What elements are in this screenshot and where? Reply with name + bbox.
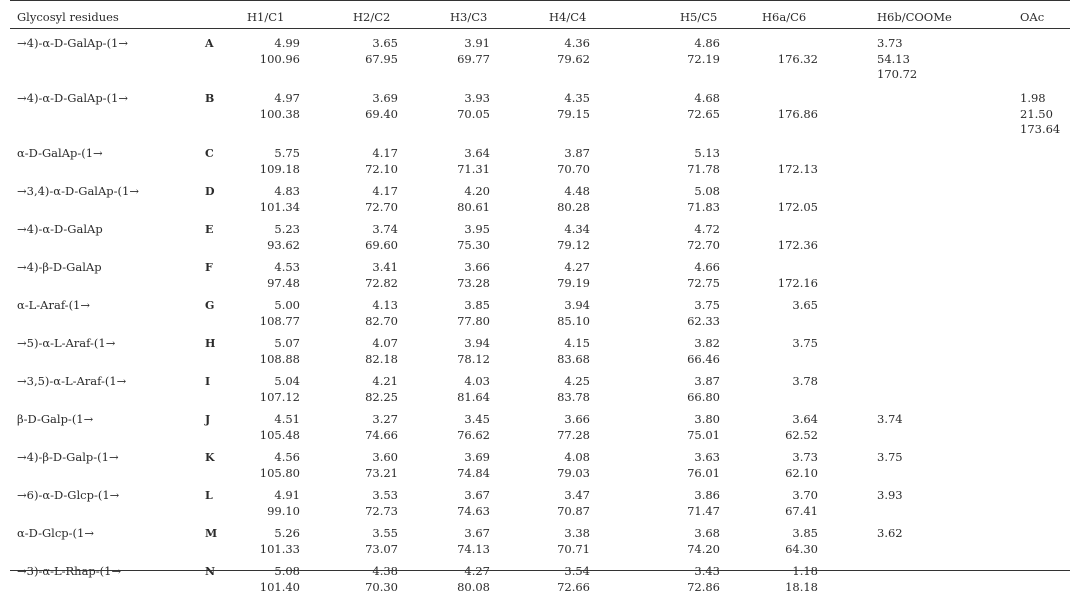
cell-h5-carbon: 76.01 <box>687 466 720 480</box>
residue-name: →4)-β-D-GalAp <box>17 260 102 274</box>
cell-h1-proton: 5.04 <box>274 374 300 388</box>
cell-h5-proton: 3.86 <box>694 488 720 502</box>
cell-h2-carbon: 73.21 <box>365 466 398 480</box>
cell-h3-carbon: 71.31 <box>457 162 490 176</box>
cell-h5-proton: 5.08 <box>694 184 720 198</box>
cell-h3-carbon: 76.62 <box>457 428 490 442</box>
header-oac: OAc <box>1020 10 1045 24</box>
residue-name: →4)-α-D-GalAp-(1→ <box>17 36 129 50</box>
cell-h4-proton: 4.25 <box>564 374 590 388</box>
table-row <box>0 260 1080 298</box>
cell-h2-carbon: 82.18 <box>365 352 398 366</box>
cell-h5-proton: 3.75 <box>694 298 720 312</box>
cell-h3-carbon: 74.63 <box>457 504 490 518</box>
cell-h1-proton: 5.00 <box>274 298 300 312</box>
cell-h4-carbon: 80.28 <box>557 200 590 214</box>
cell-h5-proton: 3.68 <box>694 526 720 540</box>
cell-h4-proton: 4.34 <box>564 222 590 236</box>
table-row <box>0 298 1080 336</box>
cell-h3-carbon: 77.80 <box>457 314 490 328</box>
cell-h5-carbon: 71.83 <box>687 200 720 214</box>
cell-h3-proton: 4.20 <box>464 184 490 198</box>
cell-h4-carbon: 79.12 <box>557 238 590 252</box>
cell-h3-carbon: 74.84 <box>457 466 490 480</box>
cell-h4-carbon: 79.62 <box>557 52 590 66</box>
cell-h3-proton: 3.67 <box>464 526 490 540</box>
residue-label: G <box>205 299 215 312</box>
cell-h1-proton: 5.26 <box>274 526 300 540</box>
cell-h5-proton: 3.87 <box>694 374 720 388</box>
cell-h5-proton: 5.13 <box>694 146 720 160</box>
residue-label: H <box>205 337 216 350</box>
cell-h1-proton: 4.51 <box>274 412 300 426</box>
cell-h5-carbon: 71.47 <box>687 504 720 518</box>
header-h6a: H6a/C6 <box>762 10 807 24</box>
cell-h2-proton: 3.27 <box>372 412 398 426</box>
cell-h3-carbon: 80.08 <box>457 580 490 594</box>
cell-h6a-carbon: 172.13 <box>777 162 818 176</box>
cell-h6a-proton: 3.85 <box>792 526 818 540</box>
cell-h3-carbon: 78.12 <box>457 352 490 366</box>
cell-h1-proton: 4.56 <box>274 450 300 464</box>
header-h2: H2/C2 <box>353 10 391 24</box>
cell-h6a-carbon: 172.16 <box>777 276 818 290</box>
cell-h4-carbon: 79.15 <box>557 107 590 121</box>
cell-h5-proton: 4.66 <box>694 260 720 274</box>
residue-label: M <box>205 527 218 540</box>
table-row <box>0 450 1080 488</box>
cell-h6b-0: 3.73 <box>877 36 903 50</box>
table-header <box>0 0 1080 28</box>
cell-h2-carbon: 69.60 <box>365 238 398 252</box>
cell-h6a-carbon: 176.86 <box>777 107 818 121</box>
residue-label: L <box>205 489 213 502</box>
cell-h6a-proton: 3.78 <box>792 374 818 388</box>
cell-h5-proton: 4.68 <box>694 91 720 105</box>
cell-h3-proton: 3.67 <box>464 488 490 502</box>
cell-h4-carbon: 83.78 <box>557 390 590 404</box>
cell-h3-proton: 3.91 <box>464 36 490 50</box>
cell-h2-proton: 4.38 <box>372 564 398 578</box>
cell-h4-proton: 3.66 <box>564 412 590 426</box>
cell-h6a-carbon: 64.30 <box>785 542 818 556</box>
cell-h4-proton: 3.54 <box>564 564 590 578</box>
cell-h2-carbon: 73.07 <box>365 542 398 556</box>
cell-h2-proton: 4.17 <box>372 184 398 198</box>
cell-h2-proton: 4.13 <box>372 298 398 312</box>
residue-label: N <box>205 565 216 578</box>
cell-oac-2: 173.64 <box>1020 122 1061 136</box>
cell-oac-0: 1.98 <box>1020 91 1046 105</box>
cell-h2-carbon: 67.95 <box>365 52 398 66</box>
cell-h5-carbon: 74.20 <box>687 542 720 556</box>
cell-h3-carbon: 81.64 <box>457 390 490 404</box>
residue-name: →4)-β-D-Galp-(1→ <box>17 450 119 464</box>
cell-h1-carbon: 108.88 <box>259 352 300 366</box>
residue-name: α-L-Araf-(1→ <box>17 298 91 312</box>
residue-label: E <box>205 223 214 236</box>
cell-h5-carbon: 72.65 <box>687 107 720 121</box>
cell-h3-carbon: 80.61 <box>457 200 490 214</box>
residue-name: →5)-α-L-Araf-(1→ <box>17 336 116 350</box>
cell-h4-carbon: 79.19 <box>557 276 590 290</box>
cell-h1-carbon: 109.18 <box>259 162 300 176</box>
cell-h1-carbon: 99.10 <box>267 504 300 518</box>
residue-name: β-D-Galp-(1→ <box>17 412 94 426</box>
cell-h4-proton: 3.38 <box>564 526 590 540</box>
cell-h6a-carbon: 172.05 <box>777 200 818 214</box>
cell-h2-proton: 3.41 <box>372 260 398 274</box>
residue-name: →3)-α-L-Rhap-(1→ <box>17 564 122 578</box>
residue-label: D <box>205 185 215 198</box>
cell-h1-carbon: 101.33 <box>259 542 300 556</box>
table-bottom-rule <box>10 570 1070 571</box>
table-row <box>0 91 1080 146</box>
cell-h4-carbon: 77.28 <box>557 428 590 442</box>
table-row <box>0 412 1080 450</box>
cell-h1-carbon: 108.77 <box>259 314 300 328</box>
cell-h1-proton: 5.23 <box>274 222 300 236</box>
cell-h6a-carbon: 176.32 <box>777 52 818 66</box>
cell-h3-carbon: 75.30 <box>457 238 490 252</box>
cell-h5-carbon: 72.86 <box>687 580 720 594</box>
cell-h2-proton: 3.53 <box>372 488 398 502</box>
header-residue: Glycosyl residues <box>17 10 119 24</box>
table-row <box>0 222 1080 260</box>
cell-h2-proton: 3.55 <box>372 526 398 540</box>
header-h6b: H6b/COOMe <box>877 10 952 24</box>
residue-name: α-D-GalAp-(1→ <box>17 146 103 160</box>
header-h1: H1/C1 <box>247 10 285 24</box>
cell-h4-proton: 4.48 <box>564 184 590 198</box>
table-row <box>0 36 1080 91</box>
cell-h2-carbon: 82.70 <box>365 314 398 328</box>
cell-h5-proton: 4.86 <box>694 36 720 50</box>
residue-label: I <box>205 375 211 388</box>
cell-h2-carbon: 69.40 <box>365 107 398 121</box>
cell-h2-proton: 3.69 <box>372 91 398 105</box>
cell-h6a-carbon: 172.36 <box>777 238 818 252</box>
cell-h6a-proton: 3.65 <box>792 298 818 312</box>
residue-name: →3,4)-α-D-GalAp-(1→ <box>17 184 139 198</box>
cell-h5-carbon: 72.75 <box>687 276 720 290</box>
cell-h4-proton: 4.36 <box>564 36 590 50</box>
cell-h3-proton: 3.93 <box>464 91 490 105</box>
cell-h4-proton: 3.87 <box>564 146 590 160</box>
residue-name: →4)-α-D-GalAp <box>17 222 103 236</box>
cell-h4-carbon: 83.68 <box>557 352 590 366</box>
cell-h3-proton: 3.69 <box>464 450 490 464</box>
cell-h1-carbon: 101.40 <box>259 580 300 594</box>
header-h4: H4/C4 <box>549 10 587 24</box>
cell-h6a-proton: 3.70 <box>792 488 818 502</box>
cell-h4-carbon: 70.70 <box>557 162 590 176</box>
residue-name: →4)-α-D-GalAp-(1→ <box>17 91 129 105</box>
cell-h3-proton: 4.27 <box>464 564 490 578</box>
cell-h6a-proton: 3.75 <box>792 336 818 350</box>
table-row <box>0 146 1080 184</box>
cell-h6a-proton: 3.73 <box>792 450 818 464</box>
residue-name: →3,5)-α-L-Araf-(1→ <box>17 374 127 388</box>
cell-h3-proton: 3.85 <box>464 298 490 312</box>
residue-label: A <box>205 37 214 50</box>
cell-h5-proton: 3.43 <box>694 564 720 578</box>
cell-h4-proton: 3.47 <box>564 488 590 502</box>
cell-h5-carbon: 75.01 <box>687 428 720 442</box>
cell-h1-proton: 4.91 <box>274 488 300 502</box>
cell-h4-proton: 4.35 <box>564 91 590 105</box>
cell-h5-carbon: 66.46 <box>687 352 720 366</box>
cell-h6a-proton: 1.18 <box>792 564 818 578</box>
cell-h3-carbon: 69.77 <box>457 52 490 66</box>
residue-label: C <box>205 147 214 160</box>
cell-h2-carbon: 72.70 <box>365 200 398 214</box>
cell-h3-proton: 3.66 <box>464 260 490 274</box>
cell-h6a-carbon: 62.52 <box>785 428 818 442</box>
cell-h4-proton: 3.94 <box>564 298 590 312</box>
cell-h3-proton: 3.64 <box>464 146 490 160</box>
residue-label: F <box>205 261 213 274</box>
cell-h4-carbon: 70.87 <box>557 504 590 518</box>
cell-oac-1: 21.50 <box>1020 107 1053 121</box>
cell-h1-proton: 5.75 <box>274 146 300 160</box>
cell-h5-carbon: 72.70 <box>687 238 720 252</box>
table-body <box>0 36 1080 602</box>
cell-h2-proton: 3.60 <box>372 450 398 464</box>
table-row <box>0 184 1080 222</box>
cell-h2-carbon: 72.82 <box>365 276 398 290</box>
cell-h4-proton: 4.27 <box>564 260 590 274</box>
cell-h6a-proton: 3.64 <box>792 412 818 426</box>
cell-h6a-carbon: 18.18 <box>785 580 818 594</box>
cell-h4-carbon: 79.03 <box>557 466 590 480</box>
cell-h2-carbon: 82.25 <box>365 390 398 404</box>
cell-h1-carbon: 100.96 <box>259 52 300 66</box>
cell-h3-proton: 3.94 <box>464 336 490 350</box>
cell-h4-proton: 4.15 <box>564 336 590 350</box>
cell-h1-proton: 4.99 <box>274 36 300 50</box>
cell-h2-proton: 3.74 <box>372 222 398 236</box>
cell-h1-carbon: 101.34 <box>259 200 300 214</box>
cell-h5-proton: 3.80 <box>694 412 720 426</box>
cell-h3-proton: 4.03 <box>464 374 490 388</box>
cell-h6b-0: 3.75 <box>877 450 903 464</box>
cell-h6b-0: 3.62 <box>877 526 903 540</box>
cell-h6b-1: 54.13 <box>877 52 910 66</box>
cell-h2-carbon: 72.73 <box>365 504 398 518</box>
cell-h5-proton: 4.72 <box>694 222 720 236</box>
cell-h3-carbon: 74.13 <box>457 542 490 556</box>
cell-h5-proton: 3.63 <box>694 450 720 464</box>
header-h5: H5/C5 <box>680 10 718 24</box>
table-row <box>0 526 1080 564</box>
cell-h1-carbon: 93.62 <box>267 238 300 252</box>
cell-h1-proton: 4.83 <box>274 184 300 198</box>
cell-h2-carbon: 70.30 <box>365 580 398 594</box>
cell-h4-carbon: 85.10 <box>557 314 590 328</box>
cell-h1-carbon: 105.48 <box>259 428 300 442</box>
cell-h1-carbon: 97.48 <box>267 276 300 290</box>
cell-h2-carbon: 74.66 <box>365 428 398 442</box>
cell-h5-carbon: 62.33 <box>687 314 720 328</box>
cell-h2-proton: 3.65 <box>372 36 398 50</box>
cell-h3-carbon: 70.05 <box>457 107 490 121</box>
cell-h3-proton: 3.45 <box>464 412 490 426</box>
cell-h3-proton: 3.95 <box>464 222 490 236</box>
cell-h6b-0: 3.93 <box>877 488 903 502</box>
residue-label: B <box>205 92 215 105</box>
cell-h6a-carbon: 62.10 <box>785 466 818 480</box>
residue-name: →6)-α-D-Glcp-(1→ <box>17 488 120 502</box>
cell-h6b-0: 3.74 <box>877 412 903 426</box>
cell-h1-proton: 4.53 <box>274 260 300 274</box>
cell-h2-carbon: 72.10 <box>365 162 398 176</box>
cell-h2-proton: 4.17 <box>372 146 398 160</box>
cell-h5-carbon: 72.19 <box>687 52 720 66</box>
table-row <box>0 488 1080 526</box>
cell-h6b-2: 170.72 <box>877 67 918 81</box>
table-header-rule <box>10 28 1070 29</box>
residue-label: K <box>205 451 215 464</box>
cell-h3-carbon: 73.28 <box>457 276 490 290</box>
header-h3: H3/C3 <box>450 10 488 24</box>
cell-h2-proton: 4.21 <box>372 374 398 388</box>
cell-h2-proton: 4.07 <box>372 336 398 350</box>
cell-h1-proton: 5.08 <box>274 564 300 578</box>
residue-label: J <box>205 413 211 426</box>
residue-name: α-D-Glcp-(1→ <box>17 526 94 540</box>
cell-h1-proton: 5.07 <box>274 336 300 350</box>
cell-h1-proton: 4.97 <box>274 91 300 105</box>
cell-h5-carbon: 66.80 <box>687 390 720 404</box>
cell-h5-carbon: 71.78 <box>687 162 720 176</box>
table-row <box>0 374 1080 412</box>
cell-h6a-carbon: 67.41 <box>785 504 818 518</box>
cell-h4-carbon: 70.71 <box>557 542 590 556</box>
cell-h1-carbon: 107.12 <box>259 390 300 404</box>
cell-h4-proton: 4.08 <box>564 450 590 464</box>
cell-h5-proton: 3.82 <box>694 336 720 350</box>
cell-h4-carbon: 72.66 <box>557 580 590 594</box>
cell-h1-carbon: 105.80 <box>259 466 300 480</box>
cell-h1-carbon: 100.38 <box>259 107 300 121</box>
table-row <box>0 336 1080 374</box>
